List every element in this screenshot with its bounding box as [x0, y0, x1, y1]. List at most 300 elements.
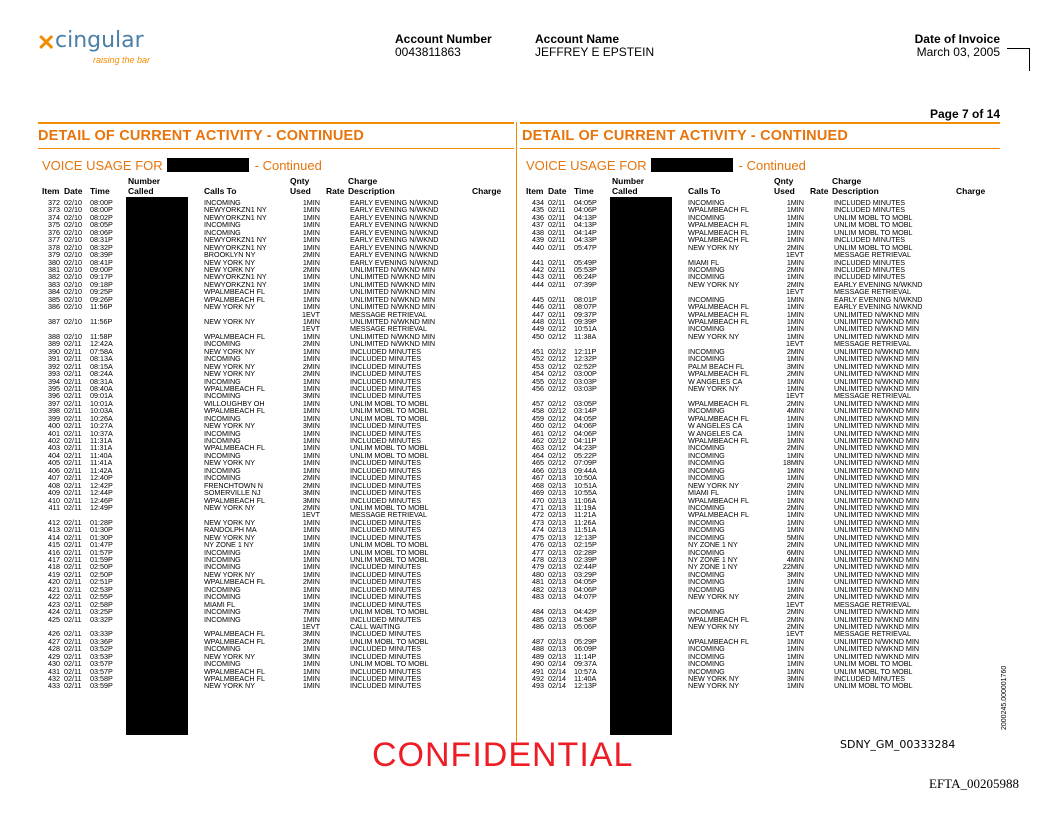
description-cell: UNLIMITED N/WKND MIN	[834, 443, 920, 453]
time-cell: 11:19A	[574, 502, 597, 512]
time-cell: 11:21A	[574, 510, 597, 520]
used-cell: 1MIN	[302, 436, 320, 445]
used-cell: 1MIN	[786, 577, 804, 587]
item-cell: 436	[532, 212, 544, 222]
description-cell: UNLIMITED N/WKND MIN	[350, 339, 436, 349]
table-row	[526, 244, 996, 251]
table-row	[42, 504, 512, 511]
item-cell: 423	[48, 599, 60, 609]
table-row	[526, 519, 996, 526]
description-cell: UNLIMITED N/WKND MIN	[834, 577, 920, 587]
description-cell: UNLIMITED N/WKND MIN	[350, 264, 436, 274]
item-cell: 479	[532, 562, 544, 572]
description-cell: UNLIMITED N/WKND MIN	[834, 383, 920, 393]
description-cell: MESSAGE RETRIEVAL	[834, 599, 911, 609]
item-cell: 461	[532, 428, 544, 438]
used-cell: 1MIN	[786, 309, 804, 319]
item-cell: 414	[48, 532, 60, 542]
date-cell: 02/11	[64, 681, 82, 691]
description-cell: INCLUDED MINUTES	[350, 592, 422, 602]
date-cell: 02/13	[548, 577, 566, 587]
date-cell: 02/11	[64, 339, 82, 349]
col-item: Item	[42, 186, 60, 196]
used-cell: 1MIN	[302, 450, 320, 460]
description-cell: INCLUDED MINUTES	[350, 651, 422, 661]
calls-to-cell: INCOMING	[204, 562, 241, 572]
calls-to-cell: NY ZONE 1 NY	[688, 562, 738, 572]
time-cell: 10:03A	[90, 406, 113, 416]
used-cell: 1MIN	[302, 644, 320, 654]
col-date: Date	[548, 186, 567, 196]
time-cell: 03:57P	[90, 666, 113, 676]
time-cell: 02:15P	[574, 540, 597, 550]
calls-to-cell: NEWYORKZN1 NY	[204, 279, 267, 289]
time-cell: 10:37A	[90, 428, 113, 438]
date-cell: 02/13	[548, 532, 566, 542]
time-cell: 08:31P	[90, 235, 113, 245]
used-cell: 1MIN	[302, 235, 320, 245]
date-cell: 02/12	[548, 436, 566, 445]
used-cell: 1MIN	[302, 406, 320, 416]
description-cell: UNLIMITED N/WKND MIN	[350, 294, 436, 304]
date-cell: 02/11	[64, 346, 82, 356]
calls-to-cell: INCOMING	[688, 547, 725, 557]
calls-to-cell: INCOMING	[204, 376, 241, 386]
used-cell: 2MIN	[302, 577, 320, 587]
description-cell: UNLIMITED N/WKND MIN	[834, 502, 920, 512]
table-row	[526, 497, 996, 504]
time-cell: 04:42P	[574, 607, 597, 617]
description-cell: UNLIM MOBL TO MOBL	[834, 220, 913, 230]
used-cell: 1MIN	[302, 547, 320, 557]
time-cell: 08:39P	[90, 250, 113, 260]
description-cell: MESSAGE RETRIEVAL	[834, 250, 911, 260]
item-cell: 374	[48, 212, 60, 222]
description-cell: EARLY EVENING N/WKND	[350, 212, 439, 222]
item-cell: 477	[532, 547, 544, 557]
description-cell: UNLIMITED N/WKND MIN	[834, 636, 920, 646]
calls-to-cell: INCOMING	[688, 264, 725, 274]
description-cell: UNLIMITED N/WKND MIN	[834, 555, 920, 564]
item-cell: 486	[532, 621, 544, 631]
time-cell: 03:25P	[90, 607, 113, 617]
item-cell: 440	[532, 242, 544, 252]
date-cell: 02/13	[548, 465, 566, 475]
description-cell: UNLIM MOBL TO MOBL	[350, 547, 429, 557]
time-cell: 09:37P	[574, 309, 597, 319]
calls-to-cell: INCOMING	[688, 644, 725, 654]
date-cell: 02/13	[548, 636, 566, 646]
item-cell: 442	[532, 264, 544, 274]
item-cell: 397	[48, 398, 60, 408]
column-divider	[516, 122, 517, 742]
time-cell: 08:24A	[90, 369, 113, 379]
description-cell: EARLY EVENING N/WKND	[350, 198, 439, 207]
used-cell: 1MIN	[302, 525, 320, 535]
time-cell: 11:58P	[90, 331, 113, 341]
used-cell: 1MIN	[302, 354, 320, 364]
used-cell: 18MIN	[782, 458, 804, 468]
time-cell: 02:44P	[574, 562, 597, 572]
table-row	[42, 452, 512, 459]
description-cell: UNLIMITED N/WKND MIN	[834, 331, 920, 341]
calls-to-cell: NEW YORK NY	[204, 517, 255, 527]
used-cell: 1MIN	[786, 317, 804, 326]
calls-to-cell: INCOMING	[688, 532, 725, 542]
item-cell: 491	[532, 666, 544, 676]
time-cell: 02:28P	[574, 547, 597, 557]
calls-to-cell: INCOMING	[204, 413, 241, 423]
item-cell: 465	[532, 458, 544, 468]
time-cell: 02:55P	[90, 592, 113, 602]
item-cell: 464	[532, 450, 544, 460]
used-cell: 1MIN	[786, 517, 804, 527]
calls-to-cell: MIAMI FL	[688, 488, 720, 498]
col-qnty-top: Qnty	[774, 176, 794, 186]
used-cell: 1MIN	[786, 644, 804, 654]
description-cell: INCLUDED MINUTES	[350, 480, 422, 490]
item-cell: 403	[48, 443, 60, 453]
time-cell: 11:06A	[574, 495, 597, 505]
description-cell: MESSAGE RETRIEVAL	[834, 339, 911, 349]
used-cell: 1MIN	[302, 294, 320, 304]
item-cell: 466	[532, 465, 544, 475]
description-cell: UNLIM MOBL TO MOBL	[350, 398, 429, 408]
used-cell: 1MIN	[786, 659, 804, 669]
page-number: Page 7 of 14	[929, 107, 1000, 121]
calls-to-cell: INCOMING	[688, 584, 725, 594]
description-cell: EARLY EVENING N/WKND	[834, 279, 923, 289]
description-cell: INCLUDED MINUTES	[350, 369, 422, 379]
date-cell: 02/13	[548, 555, 566, 564]
used-cell: 1MIN	[786, 651, 804, 661]
time-cell: 09:44A	[574, 465, 597, 475]
table-row	[526, 593, 996, 600]
description-cell: INCLUDED MINUTES	[834, 257, 906, 267]
right-top-rule	[520, 122, 1000, 124]
date-cell: 02/13	[548, 502, 566, 512]
item-cell: 399	[48, 413, 60, 423]
item-cell: 408	[48, 480, 60, 490]
description-cell: EARLY EVENING N/WKND	[350, 257, 439, 267]
description-cell: INCLUDED MINUTES	[350, 577, 422, 587]
table-row	[42, 682, 512, 689]
item-cell: 384	[48, 287, 60, 297]
description-cell: INCLUDED MINUTES	[350, 681, 422, 691]
item-cell: 484	[532, 607, 544, 617]
description-cell: CALL WAITING	[350, 621, 401, 631]
time-cell: 11:31A	[90, 436, 113, 445]
table-row	[42, 325, 512, 332]
date-cell: 02/13	[548, 614, 566, 624]
time-cell: 11:51A	[574, 525, 597, 535]
calls-to-cell: NEW YORK NY	[688, 674, 739, 683]
time-cell: 03:03P	[574, 383, 597, 393]
item-cell: 444	[532, 279, 544, 289]
date-cell: 02/13	[548, 607, 566, 617]
calls-to-cell: WPALMBEACH FL	[204, 443, 265, 453]
used-cell: 1MIN	[302, 279, 320, 289]
description-cell: EARLY EVENING N/WKND	[834, 294, 923, 304]
time-cell: 05:29P	[574, 636, 597, 646]
column-headers-left	[42, 177, 512, 197]
calls-to-cell: INCOMING	[204, 659, 241, 669]
description-cell: UNLIM MOBL TO MOBL	[834, 681, 913, 691]
description-cell: UNLIMITED N/WKND MIN	[350, 272, 436, 282]
used-cell: 1MIN	[302, 346, 320, 356]
used-cell: 1MIN	[302, 257, 320, 267]
calls-to-cell: INCOMING	[204, 436, 241, 445]
calls-to-cell: BROOKLYN NY	[204, 250, 256, 260]
time-cell: 11:14P	[574, 651, 597, 661]
used-cell: 2MIN	[302, 369, 320, 379]
description-cell: INCLUDED MINUTES	[350, 421, 422, 431]
time-cell: 08:15A	[90, 361, 113, 371]
calls-to-cell: INCOMING	[204, 555, 241, 564]
calls-to-cell: INCOMING	[688, 525, 725, 535]
used-cell: 1MIN	[302, 674, 320, 683]
calls-to-cell: WPALMBEACH FL	[688, 495, 749, 505]
date-cell: 02/13	[548, 540, 566, 550]
description-cell: UNLIMITED N/WKND MIN	[834, 413, 920, 423]
used-cell: 1MIN	[786, 212, 804, 222]
date-cell: 02/14	[548, 659, 566, 669]
used-cell: 2MIN	[786, 607, 804, 617]
used-cell: 1MIN	[786, 428, 804, 438]
date-cell: 02/11	[64, 480, 82, 490]
time-cell: 05:53P	[574, 264, 597, 274]
table-row	[526, 340, 996, 347]
item-cell: 391	[48, 354, 60, 364]
item-cell: 383	[48, 279, 60, 289]
calls-to-cell: INCOMING	[688, 212, 725, 222]
date-cell: 02/13	[548, 592, 566, 602]
item-cell: 463	[532, 443, 544, 453]
date-cell: 02/11	[64, 614, 82, 624]
used-cell: 2MIN	[786, 279, 804, 289]
time-cell: 12:46P	[90, 495, 113, 505]
date-cell: 02/13	[548, 651, 566, 661]
date-cell: 02/10	[64, 317, 82, 326]
used-cell: 3MIN	[786, 674, 804, 683]
item-cell: 452	[532, 354, 544, 364]
used-cell: 1MIN	[302, 413, 320, 423]
used-cell: 1MIN	[302, 220, 320, 230]
used-cell: 1MIN	[786, 473, 804, 483]
date-cell: 02/10	[64, 272, 82, 282]
item-cell: 445	[532, 294, 544, 304]
item-cell: 490	[532, 659, 544, 669]
col-used: Used	[290, 186, 311, 196]
date-cell: 02/12	[548, 421, 566, 431]
description-cell: INCLUDED MINUTES	[350, 517, 422, 527]
used-cell: 1MIN	[302, 555, 320, 564]
used-cell: 2MIN	[302, 480, 320, 490]
calls-to-cell: INCOMING	[688, 458, 725, 468]
item-cell: 396	[48, 391, 60, 401]
item-cell: 413	[48, 525, 60, 535]
col-rate: Rate	[326, 186, 345, 196]
table-row	[526, 504, 996, 511]
date-cell: 02/10	[64, 205, 82, 215]
item-cell: 432	[48, 674, 60, 683]
item-cell: 487	[532, 636, 544, 646]
description-cell: UNLIMITED N/WKND MIN	[834, 517, 920, 527]
time-cell: 04:06P	[574, 205, 597, 215]
left-title-rule	[38, 148, 514, 149]
calls-to-cell: INCOMING	[204, 607, 241, 617]
time-cell: 03:32P	[90, 614, 113, 624]
voice-usage-suffix: - Continued	[254, 158, 322, 173]
calls-to-cell: W ANGELES CA	[688, 421, 743, 431]
calls-to-cell: NEW YORK NY	[688, 383, 739, 393]
calls-to-cell: WPALMBEACH FL	[204, 287, 265, 297]
used-cell: 1MIN	[302, 317, 320, 326]
time-cell: 12:40P	[90, 473, 113, 483]
description-cell: INCLUDED MINUTES	[834, 264, 906, 274]
time-cell: 01:57P	[90, 547, 113, 557]
calls-to-cell: WPALMBEACH FL	[688, 235, 749, 245]
used-cell: 4MIN	[786, 406, 804, 416]
description-cell: INCLUDED MINUTES	[350, 383, 422, 393]
time-cell: 08:31A	[90, 376, 113, 386]
item-cell: 381	[48, 264, 60, 274]
time-cell: 10:26A	[90, 413, 113, 423]
calls-to-cell: INCOMING	[204, 354, 241, 364]
time-cell: 01:30P	[90, 525, 113, 535]
description-cell: UNLIMITED N/WKND MIN	[834, 651, 920, 661]
item-cell: 428	[48, 644, 60, 654]
description-cell: UNLIMITED N/WKND MIN	[350, 287, 436, 297]
time-cell: 07:39P	[574, 279, 597, 289]
description-cell: UNLIMITED N/WKND MIN	[834, 480, 920, 490]
description-cell: UNLIMITED N/WKND MIN	[834, 562, 920, 572]
used-cell: 2MIN	[786, 540, 804, 550]
col-calls-to: Calls To	[204, 186, 237, 196]
used-cell: 1MIN	[786, 584, 804, 594]
time-cell: 09:18P	[90, 279, 113, 289]
description-cell: INCLUDED MINUTES	[350, 569, 422, 579]
used-cell: 1MIN	[302, 227, 320, 237]
time-cell: 09:39P	[574, 317, 597, 326]
calls-to-cell: NEW YORK NY	[688, 480, 739, 490]
item-cell: 393	[48, 369, 60, 379]
used-cell: 1MIN	[302, 398, 320, 408]
time-cell: 04:05P	[574, 413, 597, 423]
item-cell: 433	[48, 681, 60, 691]
used-cell: 1EVT	[786, 339, 804, 349]
used-cell: 1MIN	[302, 302, 320, 312]
time-cell: 02:52P	[574, 361, 597, 371]
item-cell: 422	[48, 592, 60, 602]
col-time: Time	[90, 186, 110, 196]
description-cell: INCLUDED MINUTES	[350, 674, 422, 683]
date-cell: 02/10	[64, 279, 82, 289]
time-cell: 10:01A	[90, 398, 113, 408]
used-cell: 1MIN	[786, 198, 804, 207]
used-cell: 1MIN	[786, 495, 804, 505]
description-cell: MESSAGE RETRIEVAL	[350, 324, 427, 334]
date-cell: 02/12	[548, 354, 566, 364]
time-cell: 03:57P	[90, 659, 113, 669]
item-cell: 424	[48, 607, 60, 617]
calls-to-cell: INCOMING	[688, 443, 725, 453]
item-cell: 448	[532, 317, 544, 326]
time-cell: 11:41A	[90, 458, 113, 468]
calls-to-cell: INCOMING	[688, 473, 725, 483]
time-cell: 02:39P	[574, 555, 597, 564]
date-cell: 02/10	[64, 242, 82, 252]
time-cell: 03:05P	[574, 398, 597, 408]
description-cell: UNLIM MOBL TO MOBL	[834, 227, 913, 237]
date-cell: 02/11	[64, 473, 82, 483]
description-cell: UNLIMITED N/WKND MIN	[834, 398, 920, 408]
calls-to-cell: INCOMING	[204, 473, 241, 483]
date-cell: 02/11	[64, 488, 82, 498]
item-cell: 372	[48, 198, 60, 207]
calls-to-cell: NEW YORK NY	[204, 302, 255, 312]
date-cell: 02/13	[548, 495, 566, 505]
description-cell: UNLIMITED N/WKND MIN	[834, 532, 920, 542]
date-cell: 02/13	[548, 569, 566, 579]
date-cell: 02/11	[64, 644, 82, 654]
redaction-box	[167, 158, 249, 172]
description-cell: UNLIMITED N/WKND MIN	[834, 525, 920, 535]
col-charge-top: Charge	[348, 176, 378, 186]
time-cell: 08:00P	[90, 198, 113, 207]
used-cell: 2MIN	[302, 636, 320, 646]
calls-to-cell: WPALMBEACH FL	[204, 636, 265, 646]
item-cell: 483	[532, 592, 544, 602]
item-cell: 431	[48, 666, 60, 676]
calls-to-cell: NEWYORKZN1 NY	[204, 242, 267, 252]
item-cell: 415	[48, 540, 60, 550]
date-cell: 02/11	[548, 242, 566, 252]
item-cell: 427	[48, 636, 60, 646]
date-cell: 02/14	[548, 674, 566, 683]
time-cell: 12:49P	[90, 502, 113, 512]
calls-to-cell: INCOMING	[688, 517, 725, 527]
date-cell: 02/11	[64, 674, 82, 683]
description-cell: UNLIM MOBL TO MOBL	[350, 607, 429, 617]
time-cell: 03:00P	[574, 369, 597, 379]
date-cell: 02/12	[548, 361, 566, 371]
table-row	[526, 333, 996, 340]
used-cell: 1MIN	[786, 331, 804, 341]
calls-to-cell: NEWYORKZN1 NY	[204, 272, 267, 282]
used-cell: 1MIN	[302, 592, 320, 602]
used-cell: 2MIN	[786, 242, 804, 252]
description-cell: UNLIM MOBL TO MOBL	[350, 406, 429, 416]
item-cell: 421	[48, 584, 60, 594]
calls-to-cell: WPALMBEACH FL	[688, 302, 749, 312]
date-cell: 02/13	[548, 547, 566, 557]
table-row	[526, 682, 996, 689]
used-cell: 2MIN	[302, 502, 320, 512]
time-cell: 05:49P	[574, 257, 597, 267]
used-cell: 1MIN	[302, 681, 320, 691]
calls-to-cell: NEW YORK NY	[204, 421, 255, 431]
right-title-rule	[520, 148, 1000, 149]
calls-to-cell: WILLOUGHBY OH	[204, 398, 265, 408]
cingular-logo	[37, 28, 157, 78]
description-cell: INCLUDED MINUTES	[350, 666, 422, 676]
item-cell: 390	[48, 346, 60, 356]
table-row	[526, 281, 996, 288]
date-cell: 02/11	[64, 592, 82, 602]
col-number-top: Number	[612, 176, 645, 186]
time-cell: 10:51A	[574, 324, 597, 334]
